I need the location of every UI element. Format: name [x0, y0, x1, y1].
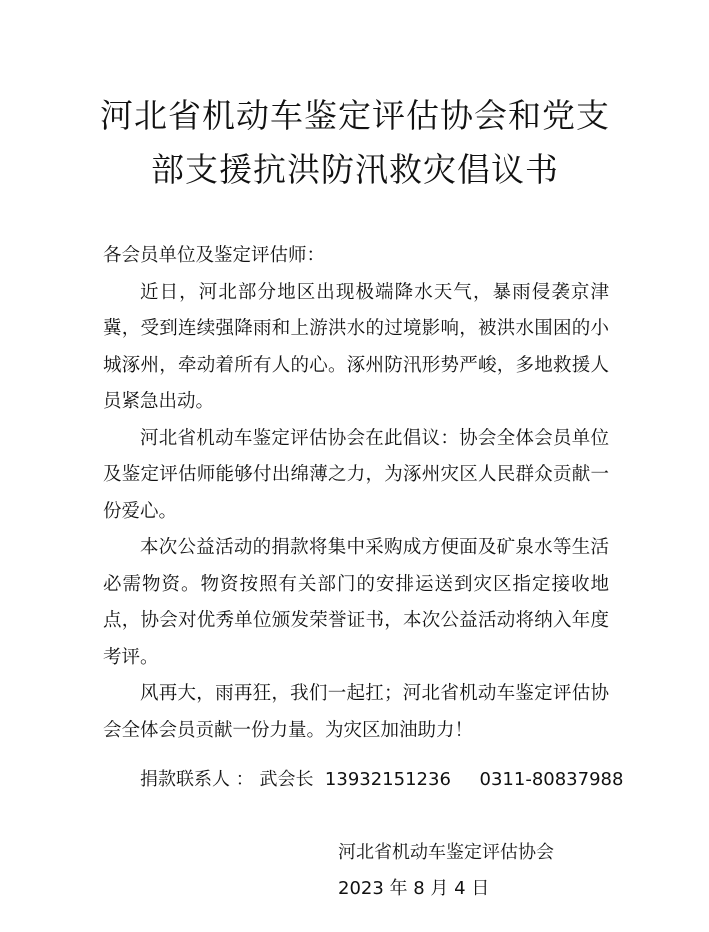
- document-title-line-1: 河北省机动车鉴定评估协会和党支: [100, 96, 610, 135]
- contact-mobile: 13932151236: [324, 769, 451, 790]
- paragraph-2: 河北省机动车鉴定评估协会在此倡议：协会全体会员单位及鉴定评估师能够付出绵薄之力，为涿州灾区人民群众贡献一份爱心。: [103, 427, 609, 522]
- paragraph-1: 近日，河北部分地区出现极端降水天气，暴雨侵袭京津冀，受到连续强降雨和上游洪水的过境影响，被洪水围困的小城涿州，牵动着所有人的心。涿州防汛形势严峻，多地救援人员紧急出动。: [103, 281, 609, 412]
- document-title-line-2: 部支援抗洪防汛救灾倡议书: [151, 150, 559, 189]
- paragraph-4: 风再大，雨再狂，我们一起扛；河北省机动车鉴定评估协会全体会员贡献一份力量。为灾区加油助力！: [103, 683, 609, 741]
- contact-label: 捐款联系人 ：: [140, 769, 254, 790]
- contact-person: 武会长: [259, 769, 314, 790]
- paragraph-3: 本次公益活动的捐款将集中采购成方便面及矿泉水等生活必需物资。物资按照有关部门的安排运送到灾区指定接收地点，协会对优秀单位颁发荣誉证书，本次公益活动将纳入年度考评。: [103, 537, 609, 668]
- signature-date: 2023 年 8 月 4 日: [338, 878, 490, 899]
- contact-line: [140, 762, 623, 798]
- signature-organization: 河北省机动车鉴定评估协会: [338, 842, 554, 863]
- greeting: 各会员单位及鉴定评估师：: [103, 245, 326, 266]
- document-body: [103, 238, 609, 749]
- contact-phone: 0311-80837988: [479, 769, 624, 790]
